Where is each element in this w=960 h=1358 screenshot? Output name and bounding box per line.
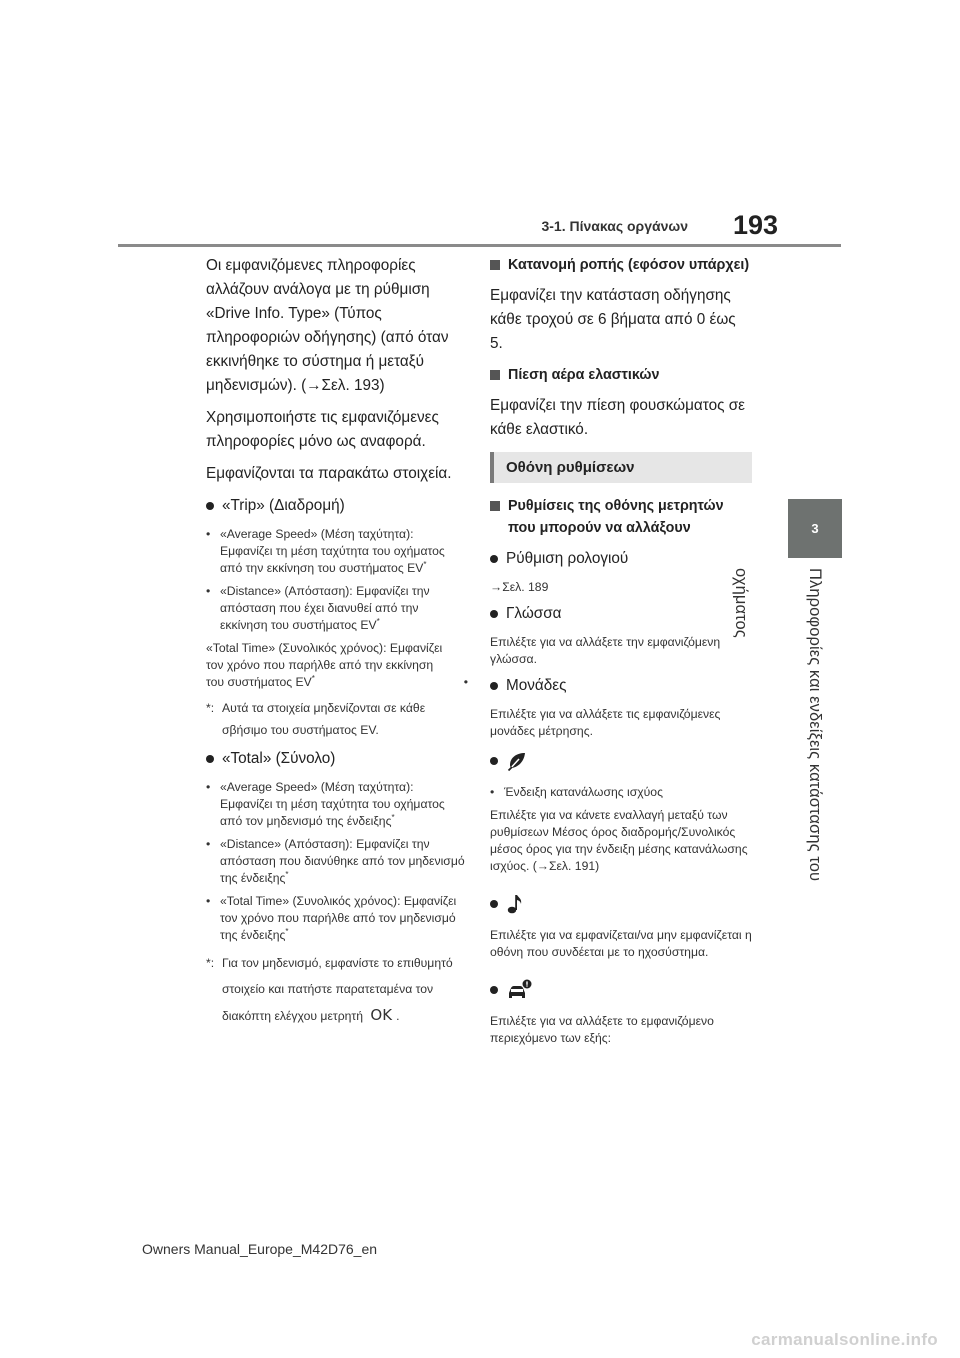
total-footnote-text: Για τον μηδενισμό, εμφανίστε το επιθυμητό στοιχείο και πατήστε παρατεταμένα τον διακόπτη ελέγχου μετρητή xyxy=(222,956,453,1023)
audio-bullet xyxy=(490,889,752,919)
language-bullet xyxy=(490,602,752,626)
footnote-asterisk: * xyxy=(391,812,395,822)
footer-manual-id: Owners Manual_Europe_M42D76_en xyxy=(142,1241,378,1257)
vehicle-info-icon xyxy=(506,979,532,1001)
clock-reference: →Σελ. 189 xyxy=(490,580,549,594)
tire-heading xyxy=(490,364,752,386)
music-note-icon xyxy=(506,892,524,916)
trip-footnote xyxy=(206,697,468,741)
settings-heading-text: Ρυθμίσεις της οθόνης μετρητών που μπορούν να αλλάξουν xyxy=(508,498,724,536)
eco-bullet xyxy=(490,746,752,776)
total-distance: «Distance» (Απόσταση): Εμφανίζει την απόσταση που διανύθηκε από τον μηδενισμό της ένδειξης xyxy=(220,837,465,885)
chapter-tab: 3 xyxy=(788,499,842,558)
heading-square-icon xyxy=(490,370,500,380)
footnote-mark: *: xyxy=(206,956,215,970)
bullet-mark: • xyxy=(206,837,211,851)
bullet-dot xyxy=(490,682,498,690)
watermark: carmanualsonline.info xyxy=(751,1330,938,1349)
left-column xyxy=(206,254,468,1035)
clock-label: Ρύθμιση ρολογιού xyxy=(506,550,629,567)
heading-square-icon xyxy=(490,501,500,511)
total-total-time: «Total Time» (Συνολικός χρόνος): Εμφανίζει τον χρόνο που παρήλθε από τον μηδενισμό της ένδειξης xyxy=(220,894,457,942)
list-item xyxy=(206,836,468,887)
language-text: Επιλέξτε για να αλλάξετε την εμφανιζόμενη γλώσσα. xyxy=(490,635,721,666)
bullet-mark: • xyxy=(206,780,211,794)
language-label: Γλώσσα xyxy=(506,605,562,622)
tire-text: Εμφανίζει την πίεση φουσκώματος σε κάθε ελαστικό. xyxy=(490,397,745,438)
bullet-dot xyxy=(490,757,498,765)
period: . xyxy=(396,1009,400,1023)
bullet-mark: • xyxy=(206,584,211,598)
trip-total-time xyxy=(206,640,468,691)
intro-paragraph: Οι εμφανιζόμενες πληροφορίες αλλάζουν ανάλογα με τη ρύθμιση «Drive Info. Type» (Τύπος πληροφοριών οδήγησης) (από όταν εκκινήθηκε το σύστημα ή μεταξύ μηδενισμών). (→Σελ. 193) xyxy=(206,257,449,394)
bullet-dot xyxy=(490,555,498,563)
units-label: Μονάδες xyxy=(506,677,567,694)
vehicle-text: Επιλέξτε για να αλλάξετε το εμφανιζόμενο περιεχόμενο των εξής: xyxy=(490,1014,714,1045)
list-item xyxy=(206,583,468,634)
eco-leaf-icon xyxy=(506,750,528,772)
torque-heading-text: Κατανομή ροπής (εφόσον υπάρχει) xyxy=(508,257,750,273)
bullet-mark: • xyxy=(206,527,211,541)
clock-bullet xyxy=(490,547,752,571)
units-text: Επιλέξτε για να αλλάξετε τις εμφανιζόμενες μονάδες μέτρησης. xyxy=(490,707,721,738)
total-average-speed: «Average Speed» (Μέση ταχύτητα): Εμφανίζει τη μέση ταχύτητα του οχήματος από τον μηδενισμό της ένδειξης xyxy=(220,780,445,828)
footnote-asterisk: * xyxy=(423,559,427,569)
footnote-asterisk: * xyxy=(285,869,289,879)
trip-distance: «Distance» (Απόσταση): Εμφανίζει την απόσταση που έχει διανυθεί από την εκκίνηση του συστήματος EV xyxy=(220,584,430,632)
settings-banner: Οθόνη ρυθμίσεων xyxy=(490,452,752,483)
footnote-asterisk: * xyxy=(311,673,315,683)
items-intro: Εμφανίζονται τα παρακάτω στοιχεία. xyxy=(206,465,452,482)
bullet-dot xyxy=(206,502,214,510)
units-bullet xyxy=(490,674,752,698)
trip-average-speed: «Average Speed» (Μέση ταχύτητα): Εμφανίζει τη μέση ταχύτητα του οχήματος από την εκκίνηση του συστήματος EV xyxy=(220,527,445,575)
vehicle-bullet xyxy=(490,975,752,1005)
bullet-dot xyxy=(490,986,498,994)
torque-text: Εμφανίζει την κατάσταση οδήγησης κάθε τροχού σε 6 βήματα από 0 έως 5. xyxy=(490,287,736,352)
list-item xyxy=(206,526,468,577)
header-divider xyxy=(118,244,841,247)
section-title: 3-1. Πίνακας οργάνων xyxy=(541,218,688,234)
footnote-asterisk: * xyxy=(376,616,380,626)
settings-heading xyxy=(490,495,752,539)
list-item xyxy=(206,779,468,830)
total-bullet xyxy=(206,747,468,771)
footnote-asterisk: * xyxy=(285,926,289,936)
total-label: «Total» (Σύνολο) xyxy=(222,750,336,767)
list-item xyxy=(490,784,752,801)
bullet-dot xyxy=(490,610,498,618)
trip-label: «Trip» (Διαδρομή) xyxy=(222,497,345,514)
bullet-mark: • xyxy=(490,785,495,799)
bullet-mark: • xyxy=(463,675,468,689)
right-column xyxy=(490,254,752,1053)
page-number: 193 xyxy=(733,210,779,240)
total-footnote xyxy=(206,950,468,1029)
audio-text: Επιλέξτε για να εμφανίζεται/να μην εμφανίζεται η οθόνη που συνδέεται με το ηχοσύστημα. xyxy=(490,928,752,959)
trip-bullet xyxy=(206,494,468,518)
bullet-dot xyxy=(490,900,498,908)
eco-item: Ένδειξη κατανάλωσης ισχύος xyxy=(504,785,663,799)
footnote-mark: *: xyxy=(206,701,215,715)
bullet-mark: • xyxy=(206,894,211,908)
eco-text: Επιλέξτε για να κάνετε εναλλαγή μεταξύ των ρυθμίσεων Μέσος όρος διαδρομής/Συνολικός μέσος όρος για την ένδειξη μέσης κατανάλωσης ισχύος. (→Σελ. 191) xyxy=(490,808,748,873)
trip-footnote-text: Αυτά τα στοιχεία μηδενίζονται σε κάθε σβήσιμο του συστήματος EV. xyxy=(222,701,426,737)
list-item xyxy=(206,893,468,944)
bullet-dot xyxy=(206,755,214,763)
ok-button-symbol: OK xyxy=(370,1006,393,1024)
heading-square-icon xyxy=(490,260,500,270)
reference-note: Χρησιμοποιήστε τις εμφανιζόμενες πληροφορίες μόνο ως αναφορά. xyxy=(206,409,439,450)
chapter-title: Πληροφορίες και ενδείξεις κατάστασης του οχήματος xyxy=(732,568,824,882)
torque-heading xyxy=(490,254,752,276)
trip-total-time-text: «Total Time» (Συνολικός χρόνος): Εμφανίζει τον χρόνο που παρήλθε από την εκκίνηση του συστήματος EV xyxy=(206,641,443,689)
tire-heading-text: Πίεση αέρα ελαστικών xyxy=(508,367,660,383)
